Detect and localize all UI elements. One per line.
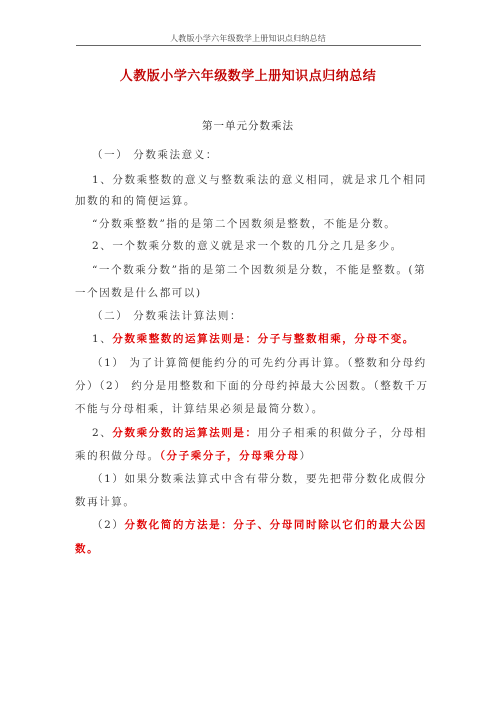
paragraph-line: 一个因数是什么都可以) bbox=[75, 287, 202, 299]
rule-text: ） bbox=[299, 450, 312, 462]
paragraph-line bbox=[92, 519, 427, 532]
highlighted-rule: 数。 bbox=[75, 543, 100, 555]
list-number: 2、 bbox=[92, 427, 113, 439]
paragraph-line: （二） 分数乘法计算法则： bbox=[92, 310, 243, 322]
paragraph-line: （1） 为了计算简便能约分的可先约分再计算。（整数和分母约 bbox=[92, 357, 427, 369]
paragraph-line: “一个数乘分数”指的是第二个因数须是分数，不能是整数。(第 bbox=[92, 264, 427, 276]
paragraph-line: 不能与分母相乘，计算结果必须是最简分数）。 bbox=[75, 403, 324, 415]
section-title: 第一单元分数乘法 bbox=[202, 120, 294, 132]
paragraph-line: 数再计算。 bbox=[75, 496, 136, 508]
highlighted-rule: 分数化简的方法是：分子、分母同时除以它们的最大公因 bbox=[124, 519, 427, 531]
highlighted-rule: 分数乘整数的运算法则是：分子与整数相乘，分母不变。 bbox=[112, 333, 415, 345]
paragraph-line: 2、一个数乘分数的意义就是求一个数的几分之几是多少。 bbox=[92, 240, 403, 252]
paragraph-line: 分）（2） 约分是用整数和下面的分母约掉最大公因数。（整数千万 bbox=[75, 380, 429, 392]
running-header: 人教版小学六年级数学上册知识点归纳总结 bbox=[170, 34, 326, 43]
paragraph-line bbox=[75, 450, 312, 463]
paragraph-line bbox=[92, 333, 415, 346]
rule-text: 乘的积做分母。 bbox=[75, 450, 160, 462]
document-title: 人教版小学六年级数学上册知识点归纳总结 bbox=[119, 69, 377, 84]
header-rule bbox=[76, 45, 421, 46]
paragraph-line: （一） 分数乘法意义： bbox=[92, 149, 218, 161]
list-number: 1、 bbox=[92, 333, 113, 345]
paragraph-line: 加数的和的简便运算。 bbox=[75, 195, 196, 207]
list-number: （2） bbox=[92, 519, 125, 531]
rule-text: 用分子相乘的积做分子，分母相 bbox=[257, 427, 427, 439]
highlighted-rule: 分数乘分数的运算法则是： bbox=[112, 427, 258, 439]
highlighted-rule: （分子乘分子，分母乘分母 bbox=[159, 450, 300, 462]
paragraph-line bbox=[75, 543, 99, 556]
paragraph-line: “分数乘整数”指的是第二个因数须是整数，不能是分数。 bbox=[92, 218, 397, 230]
paragraph-line bbox=[92, 427, 427, 440]
paragraph-line: （1）如果分数乘法算式中含有带分数，要先把带分数化成假分 bbox=[92, 473, 427, 485]
paragraph-line: 1、分数乘整数的意义与整数乘法的意义相同，就是求几个相同 bbox=[92, 174, 427, 186]
